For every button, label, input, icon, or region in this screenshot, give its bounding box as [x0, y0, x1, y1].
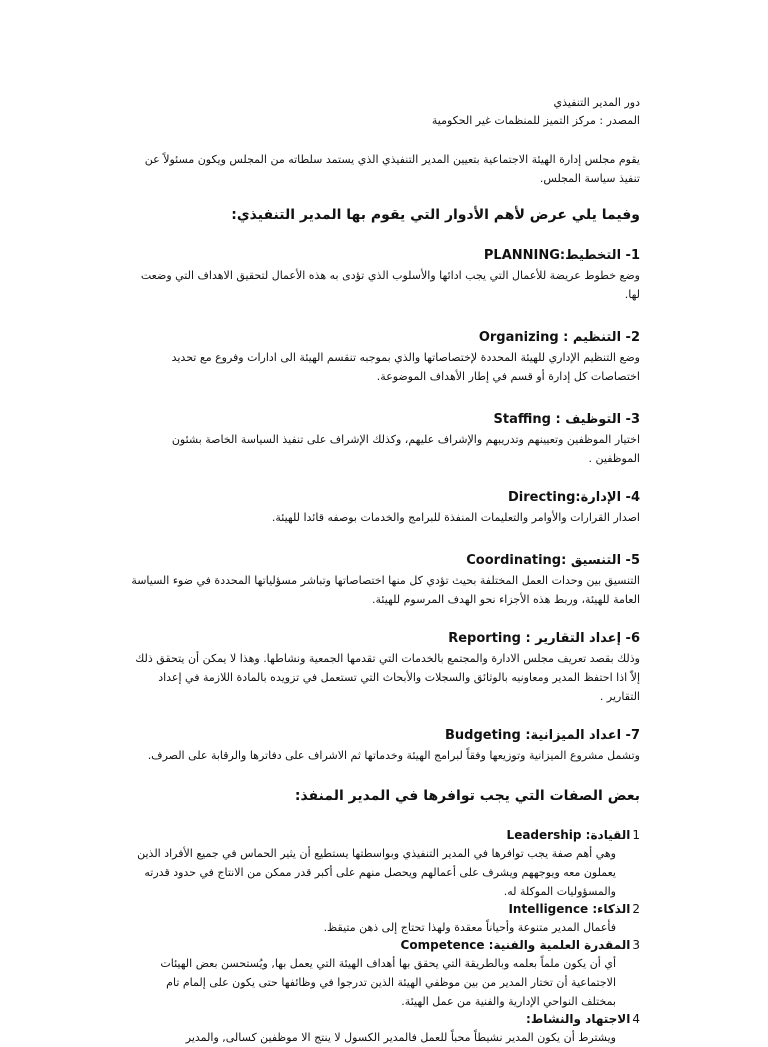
- quality-diligence: [130, 1011, 640, 1047]
- quality-title: الذكاء: Intelligence: [508, 902, 631, 916]
- role-title: 7- اعداد الميزانية: Budgeting: [445, 728, 640, 743]
- role-title: 1- التخطيط:PLANNING: [483, 248, 640, 263]
- role-title: 2- التنظيم : Organizing: [478, 330, 640, 345]
- quality-intelligence: [130, 901, 640, 937]
- quality-number: 3: [632, 938, 640, 952]
- quality-text: ويشترط أن يكون المدير نشيطاً محباً للعمل فالمدير الكسول لا ينتج الا موظفين كسالى, والمدير: [185, 1031, 616, 1044]
- role-planning: [130, 246, 640, 304]
- quality-number: 4: [632, 1012, 640, 1026]
- document-source: المصدر : مركز التميز للمنظمات غير الحكومية: [431, 114, 640, 127]
- role-text: اختيار الموظفين وتعيينهم وتدريبهم والإشراف عليهم، وكذلك الإشراف على تنفيذ السياسة الخاصة بشئون الموظفين .: [171, 433, 640, 465]
- role-title: 4- الإدارة:Directing: [507, 490, 640, 505]
- role-text: وذلك بقصد تعريف مجلس الادارة والمجتمع بالخدمات التي تقدمها الجمعية ونشاطها. وهذا لا يمكن أن يتحقق ذلك إلاّ اذا احتفظ المدير ومعاونيه بالوثائق والسجلات والأبحاث التي تستعمل في تزويده بالمادة اللازمة في إعداد التقارير .: [135, 652, 640, 703]
- role-budgeting: [130, 726, 640, 765]
- quality-number: 1: [632, 828, 640, 842]
- quality-text: وهي أهم صفة يجب توافرها في المدير التنفيذي وبواسطتها يستطيع أن يثير الحماس في جميع الأفراد الذين يعملون معه ويوجههم ويشرف على أعمالهم ويحصل منهم على أكبر قدر ممكن من الانتاج في حدود قدرته والمسؤوليات الموكلة له.: [137, 847, 616, 898]
- quality-text: أي أن يكون ملماً بعلمه وبالطريقة التي يحقق بها أهداف الهيئة التي يعمل بها, ويُستحسن بعض الهيئات الاجتماعية أن تختار المدير من بين موظفي الهيئة الذين تدرجوا في وظائفها حتى يكون على إلمام تام بمختلف النواحي الإدارية والفنية من عمل الهيئة.: [160, 957, 616, 1008]
- role-title: 5- التنسيق :Coordinating: [466, 553, 640, 568]
- quality-title: الاجتهاد والنشاط:: [526, 1012, 631, 1026]
- qualities-heading: بعض الصفات التي يجب توافرها في المدير المنفذ:: [294, 788, 640, 804]
- role-text: وتشمل مشروع الميزانية وتوزيعها وفقاً لبرامج الهيئة وخدماتها ثم الاشراف على دفاترها والرقابة على الصرف.: [147, 749, 640, 762]
- role-title: 3- التوظيف : Staffing: [493, 412, 640, 427]
- roles-heading: وفيما يلي عرض لأهم الأدوار التي يقوم بها المدير التنفيذي:: [231, 207, 640, 223]
- role-directing: [130, 488, 640, 527]
- role-reporting: [130, 629, 640, 706]
- role-text: وضع خطوط عريضة للأعمال التي يجب ادائها والأسلوب الذي تؤدى به هذه الأعمال لتحقيق الاهداف التي وضعت لها.: [140, 269, 640, 301]
- role-staffing: [130, 410, 640, 468]
- role-title: 6- إعداد التقارير : Reporting: [448, 631, 640, 646]
- intro-paragraph: يقوم مجلس إدارة الهيئة الاجتماعية بتعيين المدير التنفيذي الذي يستمد سلطاته من المجلس ويكون مسئولاً عن تنفيذ سياسة المجلس.: [144, 153, 640, 185]
- document-page: [130, 94, 640, 1047]
- document-title: دور المدير التنفيذي: [553, 96, 640, 109]
- quality-title: المقدرة العلمية والفنية: Competence: [400, 938, 631, 952]
- quality-competence: [130, 937, 640, 1011]
- quality-text: فأعمال المدير متنوعة وأحياناً معقدة ولهذا تحتاج إلى ذهن متيقظ.: [323, 921, 616, 934]
- quality-title: القيادة: Leadership: [506, 828, 631, 842]
- role-text: اصدار القرارات والأوامر والتعليمات المنفذة للبرامج والخدمات بوصفه قائدا للهيئة.: [271, 511, 640, 524]
- role-organizing: [130, 328, 640, 386]
- quality-leadership: [130, 827, 640, 901]
- role-text: وضع التنظيم الإداري للهيئة المحددة لإختصاصاتها والذي بموجبه تنقسم الهيئة الى ادارات وفروع مع تحديد اختصاصات كل إدارة أو قسم في إطار الأهداف الموضوعة.: [171, 351, 640, 383]
- role-coordinating: [130, 551, 640, 609]
- role-text: التنسيق بين وحدات العمل المختلفة بحيث تؤدي كل منها اختصاصاتها وتباشر مسؤلياتها المحددة في ضوء السياسة العامة للهيئة، وربط هذه الأجزاء نحو الهدف المرسوم للهيئة.: [131, 574, 640, 606]
- quality-number: 2: [632, 902, 640, 916]
